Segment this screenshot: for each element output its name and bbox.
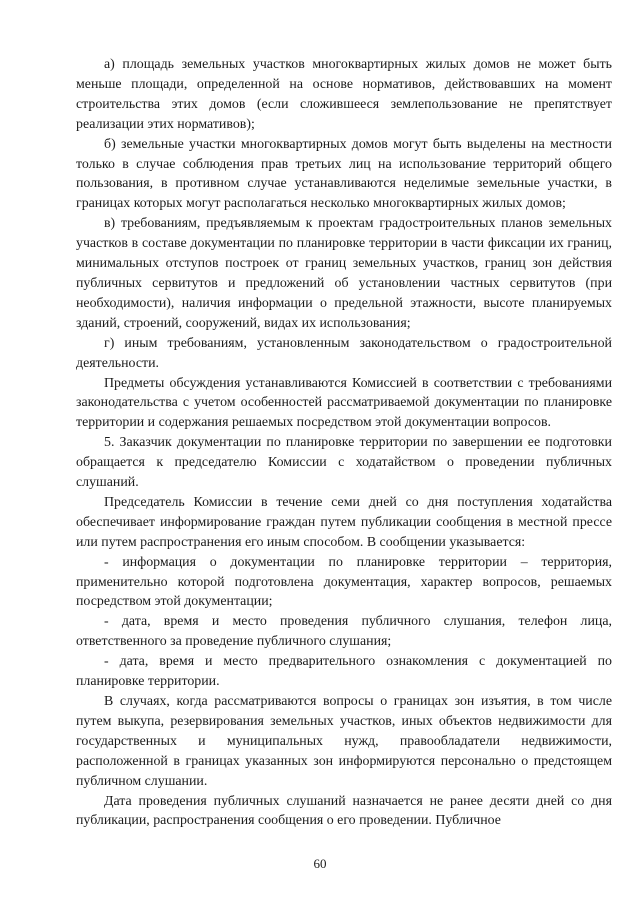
paragraph-notice-preliminary: - дата, время и место предварительного ознакомления с документацией по планировке территории.	[76, 654, 612, 690]
paragraph-discussion-subjects: Предметы обсуждения устанавливаются Комиссией в соответствии с требованиями законодательства с учетом особенностей рассматриваемой документации по планировке территории и содержания решаемых посредством этой документации вопросов.	[76, 375, 612, 431]
paragraph-item-a: а) площадь земельных участков многоквартирных жилых домов не может быть меньше площади, определенной на основе нормативов, действовавших на момент строительства этих домов (если сложившееся землепользование не препятствует реализации этих нормативов);	[76, 57, 612, 132]
page-number: 60	[313, 856, 327, 871]
paragraph-item-g: г) иным требованиям, установленным законодательством о градостроительной деятельности.	[76, 335, 612, 371]
paragraph-notice-date-place: - дата, время и место проведения публичного слушания, телефон лица, ответственного за проведение публичного слушания;	[76, 614, 612, 650]
paragraph-notice-info: - информация о документации по планировке территории – территория, применительно которой подготовлена документация, характер вопросов, решаемых посредством этой документации;	[76, 554, 612, 610]
paragraph-item-b: б) земельные участки многоквартирных домов могут быть выделены на местности только в случае соблюдения прав третьих лиц на использование территорий общего пользования, в противном случае устанавливаются неделимые земельные участки, в границах которых могут располагаться несколько многоквартирных жилых домов;	[76, 136, 612, 212]
paragraph-section-5: 5. Заказчик документации по планировке территории по завершении ее подготовки обращается к председателю Комиссии с ходатайством о проведении публичных слушаний.	[76, 435, 612, 491]
paragraph-hearing-date: Дата проведения публичных слушаний назначается не ранее десяти дней со дня публикации, распространения сообщения о его проведении. Публичное	[76, 793, 612, 829]
paragraph-seizure-zones: В случаях, когда рассматриваются вопросы о границах зон изъятия, в том числе путем выкупа, резервирования земельных участков, иных объектов недвижимости для государственных и муниципальных нужд, правообладатели недвижимости, расположенной в границах указанных зон информируются персонально о предстоящем публичном слушании.	[76, 694, 612, 789]
paragraph-chairman-notice: Председатель Комиссии в течение семи дней со дня поступления ходатайства обеспечивает информирование граждан путем публикации сообщения в местной прессе или путем распространения его иным способом. В сообщении указывается:	[76, 494, 612, 550]
paragraph-item-v: в) требованиям, предъявляемым к проектам градостроительных планов земельных участков в составе документации по планировке территории в части фиксации их границ, минимальных отступов построек от границ земельных участков, границ зон действия публичных сервитутов и предложений об установлении частных сервитутов (при необходимости), наличия информации о предельной этажности, высоте планируемых зданий, строений, сооружений, видах их использования;	[76, 216, 612, 331]
document-page	[76, 55, 612, 831]
